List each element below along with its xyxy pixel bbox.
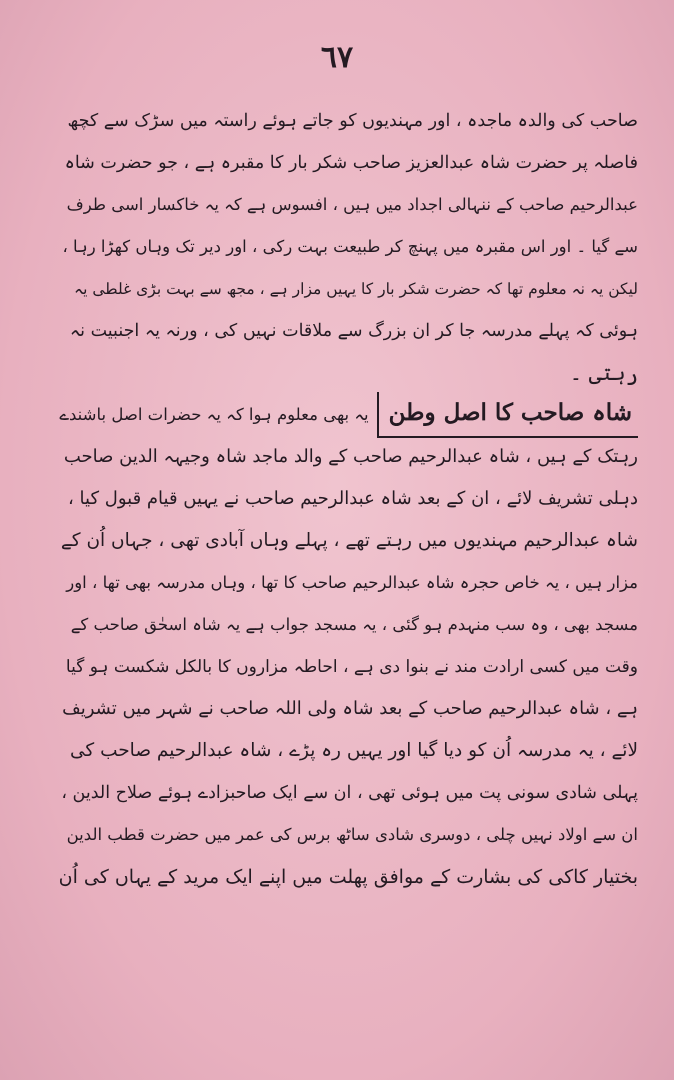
text-line: ہے ، شاہ عبدالرحیم صاحب کے بعد شاہ ولی اللہ صاحب نے شہر میں تشریف bbox=[62, 698, 638, 719]
section-heading: شاہ صاحب کا اصل وطن bbox=[377, 392, 638, 438]
text-line: عبدالرحیم صاحب کے ننہالی اجداد میں ہیں ، افسوس ہے کہ یہ خاکسار اسی طرف bbox=[66, 195, 638, 214]
text-line: مسجد بھی ، وہ سب منہدم ہو گئی ، یہ مسجد جواب ہے یہ شاہ اسحٰق صاحب کے bbox=[70, 615, 638, 634]
text-line: پہلی شادی سونی پت میں ہوئی تھی ، ان سے ایک صاحبزادے ہوئے صلاح الدین ، bbox=[61, 783, 638, 803]
text-line: فاصلہ پر حضرت شاہ عبدالعزیز صاحب شکر بار کا مقبرہ ہے ، جو حضرت شاہ bbox=[64, 153, 638, 173]
text-line: سے گیا ۔ اور اس مقبرہ میں پہنچ کر طبیعت بہت رکی ، اور دیر تک وہاں کھڑا رہا ، bbox=[62, 237, 638, 256]
text-line: لائے ، یہ مدرسہ اُن کو دیا گیا اور یہیں رہ پڑے ، شاہ عبدالرحیم صاحب کی bbox=[69, 740, 638, 761]
text-line: بختیار کاکی کی بشارت کے موافق پھلت میں اپنے ایک مرید کے یہاں کی اُن bbox=[58, 866, 638, 888]
section-heading-row bbox=[58, 394, 638, 436]
text-line: ہوئی کہ پہلے مدرسہ جا کر ان بزرگ سے ملاقات نہیں کی ، ورنہ یہ اجنبیت نہ bbox=[69, 321, 638, 341]
text-line: مزار ہیں ، یہ خاص حجرہ شاہ عبدالرحیم صاحب کا تھا ، وہاں مدرسہ بھی تھا ، اور bbox=[66, 573, 638, 592]
page-number: ٦٧ bbox=[320, 40, 354, 75]
text-line: رہتک کے ہیں ، شاہ عبدالرحیم صاحب کے والد ماجد شاہ وجیہہ الدین صاحب bbox=[63, 446, 638, 467]
text-line: وقت میں کسی ارادت مند نے بنوا دی ہے ، احاطہ مزاروں کا بالکل شکست ہو گیا bbox=[65, 657, 638, 677]
text-line: شاہ عبدالرحیم مہندیوں میں رہتے تھے ، پہلے وہاں آبادی تھی ، جہاں اُن کے bbox=[60, 530, 638, 551]
text-line: لیکن یہ نہ معلوم تھا کہ حضرت شکر بار کا یہیں مزار ہے ، مجھ سے بہت بڑی غلطی یہ bbox=[74, 280, 638, 298]
text-line: رہتی ۔ bbox=[569, 361, 638, 385]
body-text bbox=[58, 100, 638, 898]
paragraph-1 bbox=[58, 100, 638, 394]
text-line: دہلی تشریف لائے ، ان کے بعد شاہ عبدالرحیم صاحب نے یہیں قیام قبول کیا ، bbox=[68, 488, 638, 509]
text-line: ان سے اولاد نہیں چلی ، دوسری شادی ساٹھ برس کی عمر میں حضرت قطب الدین bbox=[66, 825, 638, 844]
paragraph-2 bbox=[58, 436, 638, 898]
heading-line-text: یہ بھی معلوم ہوا کہ یہ حضرات اصل باشندے bbox=[59, 405, 369, 424]
text-line: صاحب کی والدہ ماجدہ ، اور مہندیوں کو جاتے ہوئے راستہ میں سڑک سے کچھ bbox=[67, 111, 638, 131]
